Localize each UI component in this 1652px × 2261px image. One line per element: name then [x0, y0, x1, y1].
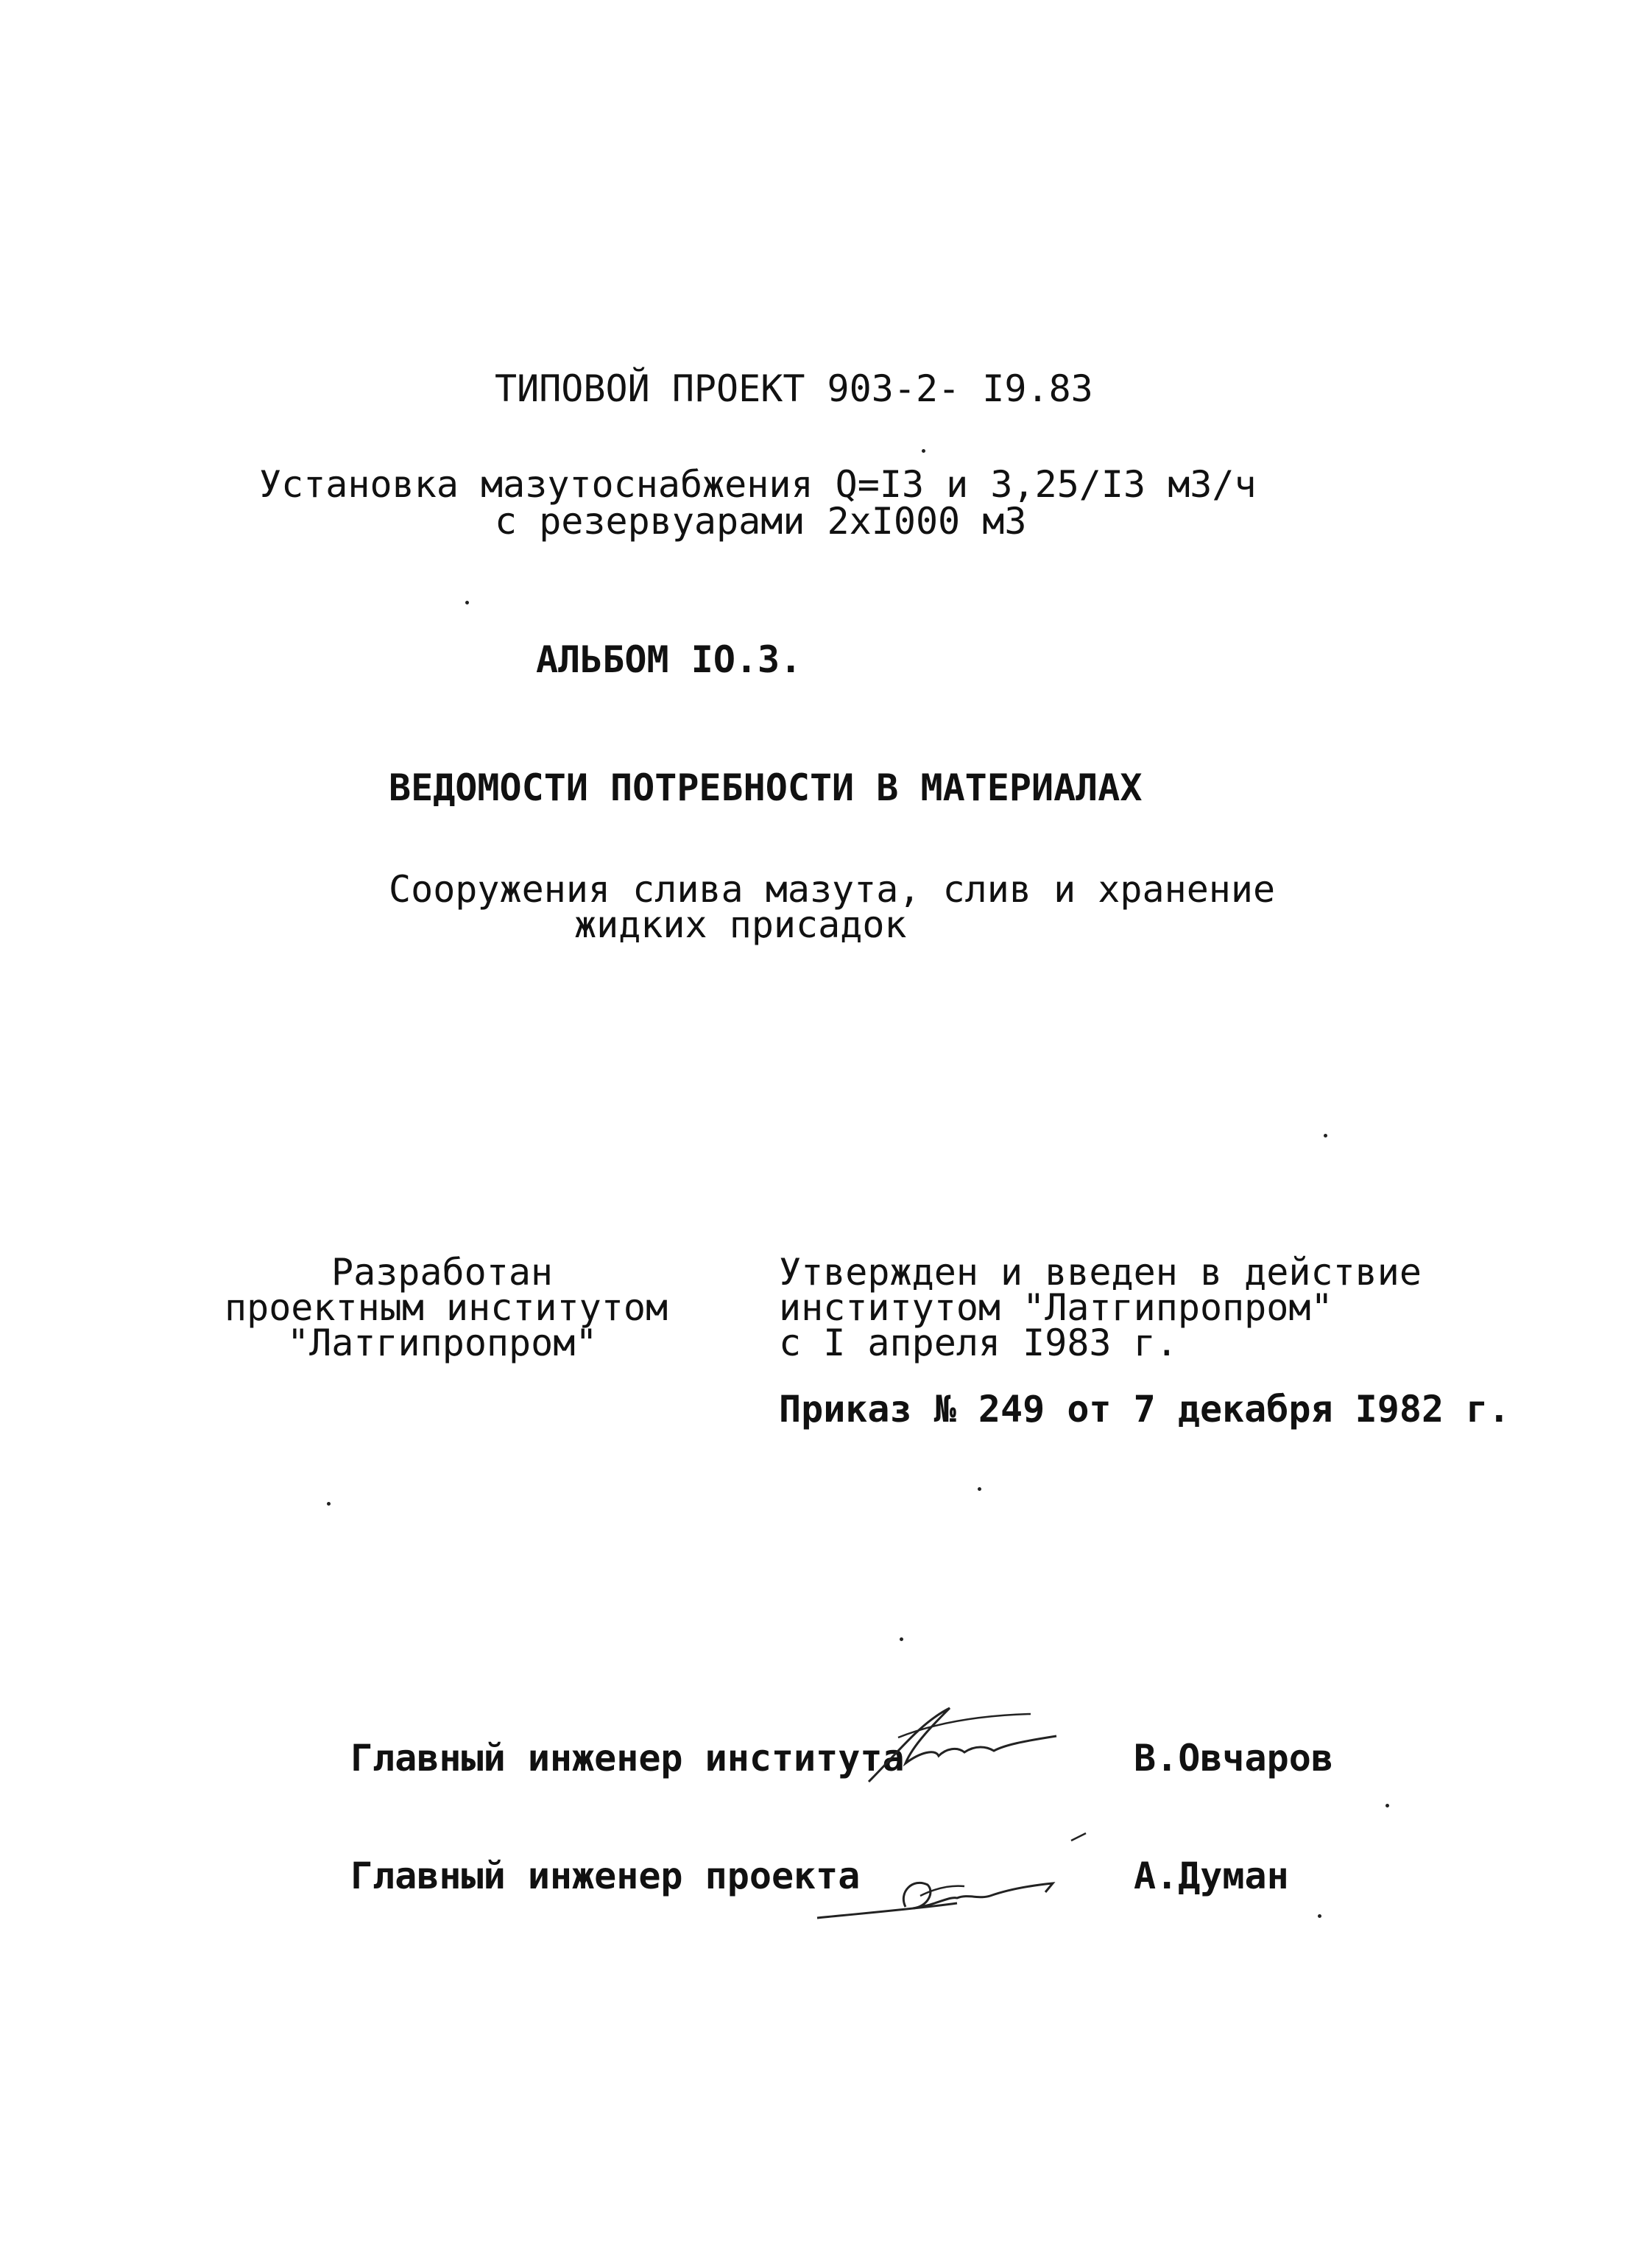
approved-line-2: институтом "Латгипропром" — [779, 1286, 1333, 1329]
scan-speck — [1386, 1804, 1389, 1807]
section-title: ВЕДОМОСТИ ПОТРЕБНОСТИ В МАТЕРИАЛАХ — [389, 766, 1143, 809]
album-number: АЛЬБОМ IO.3. — [536, 638, 802, 681]
scan-speck — [978, 1487, 981, 1491]
developed-line-1: Разработан — [331, 1251, 554, 1294]
subtitle-line-2: жидких присадок — [574, 903, 907, 946]
scan-speck — [327, 1502, 331, 1506]
subtitle-line-1: Сооружения слива мазута, слив и хранение — [389, 868, 1276, 911]
scan-speck — [465, 601, 469, 604]
title-line-1: Установка мазутоснабжения Q=I3 и 3,25/I3 м3/ч — [259, 463, 1257, 506]
order-line: Приказ № 249 от 7 декабря I982 г. — [779, 1388, 1511, 1431]
scan-speck — [900, 1637, 903, 1641]
signature-1-handwriting — [854, 1693, 1075, 1789]
signature-role-1: Главный инженер института — [350, 1737, 905, 1779]
signature-role-2: Главный инженер проекта — [350, 1855, 861, 1897]
scan-speck — [1324, 1134, 1327, 1137]
developed-line-3: "Латгипропром" — [287, 1322, 598, 1364]
title-line-2: с резервуарами 2xI000 м3 — [495, 500, 1027, 543]
signature-name-1: В.Овчаров — [1134, 1737, 1333, 1779]
approved-line-3: с I апреля I983 г. — [779, 1322, 1178, 1364]
project-number: ТИПОВОЙ ПРОЕКТ 903-2- I9.83 — [495, 367, 1093, 410]
signature-name-2: А.Думан — [1134, 1855, 1289, 1897]
scan-speck — [922, 449, 925, 453]
developed-line-2: проектным институтом — [225, 1286, 668, 1329]
approved-line-1: Утвержден и введен в действие — [779, 1251, 1422, 1294]
scan-speck — [1318, 1914, 1321, 1918]
signature-2-handwriting — [810, 1826, 1090, 1936]
